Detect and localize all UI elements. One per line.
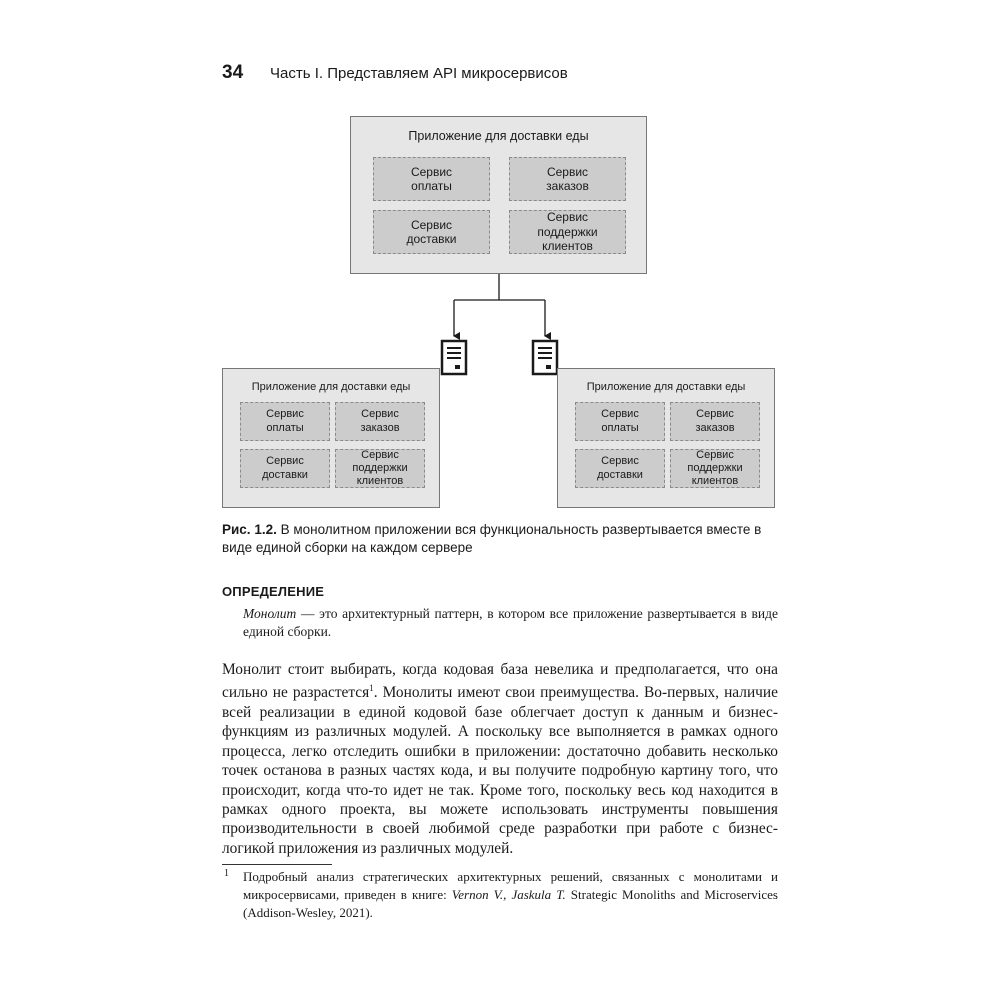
body-text-part: . Монолиты имеют свои преимущества. Во-первых, наличие всей реализации в единой кодовой базе облегчает доступ к данным и бизнес-функциям из различных модулей. А поскольку все выполняется в рамках одного процесса, легко отследить ошибки в приложении: достаточно добавить несколько точек останова в разных частях кода, и вы получите подробную картину того, что происходит, когда что-то идет не так. Кроме того, поскольку весь код находится в рамках одного проекта, вы можете использовать инструменты повышения производительности в своей любимой среде разработки при работе с бизнес-логикой приложения из различных модулей. — [222, 684, 778, 857]
server-icon — [442, 341, 466, 374]
left-server-app-box — [222, 368, 440, 508]
service-label: Сервис поддержки клиентов — [537, 210, 598, 254]
app-title: Приложение для доставки еды — [408, 129, 589, 143]
footnote-authors: Vernon V., Jaskula T. — [451, 887, 566, 902]
support-service-box — [670, 449, 760, 488]
footnote-text — [243, 868, 778, 922]
app-title: Приложение для доставки еды — [586, 381, 746, 393]
caption-text: В монолитном приложении вся функциональность развертывается вместе в виде единой сборки на каждом сервере — [222, 522, 762, 555]
service-label: Сервис оплаты — [266, 408, 304, 434]
payment-service-box — [240, 402, 330, 441]
support-service-box — [335, 449, 425, 488]
service-label: Сервис доставки — [406, 217, 457, 246]
footnote-mark: 1 — [224, 868, 229, 879]
delivery-service-box — [240, 449, 330, 488]
service-label: Сервис поддержки клиентов — [687, 448, 743, 488]
body-text-part: Монолит стоит выбирать, когда кодовая база невелика и предполагается, что она сильно не разрастется — [222, 661, 778, 702]
footnote-text-part: Подробный анализ стратегических архитектурных решений, связанных с монолитами и микросервисами, приведен в книге: — [243, 869, 778, 902]
running-head: Часть I. Представляем API микросервисов — [270, 65, 568, 82]
definition-heading: ОПРЕДЕЛЕНИЕ — [222, 584, 325, 599]
payment-service-box — [575, 402, 665, 441]
footnote-reference: 1 — [369, 683, 374, 694]
server-icon — [533, 341, 557, 374]
caption-label: Рис. 1.2. — [222, 522, 277, 537]
definition-body: — это архитектурный паттерн, в котором все приложение развертывается в виде единой сборки. — [243, 606, 778, 639]
definition-term: Монолит — [243, 606, 297, 621]
service-label: Сервис заказов — [360, 408, 400, 434]
service-label: Сервис поддержки клиентов — [352, 448, 408, 488]
figure-caption — [222, 521, 782, 557]
right-server-app-box — [557, 368, 775, 508]
app-title: Приложение для доставки еды — [251, 381, 411, 393]
service-label: Сервис доставки — [262, 455, 308, 481]
service-label: Сервис оплаты — [410, 164, 453, 193]
page-number: 34 — [222, 62, 244, 83]
service-label: Сервис доставки — [597, 455, 643, 481]
delivery-service-box — [575, 449, 665, 488]
body-paragraph — [222, 660, 778, 858]
service-label: Сервис оплаты — [601, 408, 639, 434]
service-label: Сервис заказов — [695, 408, 735, 434]
footnote-text-part: Strategic Monoliths and Microservices (Addison-Wesley, 2021). — [243, 887, 778, 920]
orders-service-box — [670, 402, 760, 441]
orders-service-box — [335, 402, 425, 441]
definition-text — [243, 605, 778, 641]
service-label: Сервис заказов — [546, 164, 589, 193]
footnote-rule — [222, 864, 332, 865]
